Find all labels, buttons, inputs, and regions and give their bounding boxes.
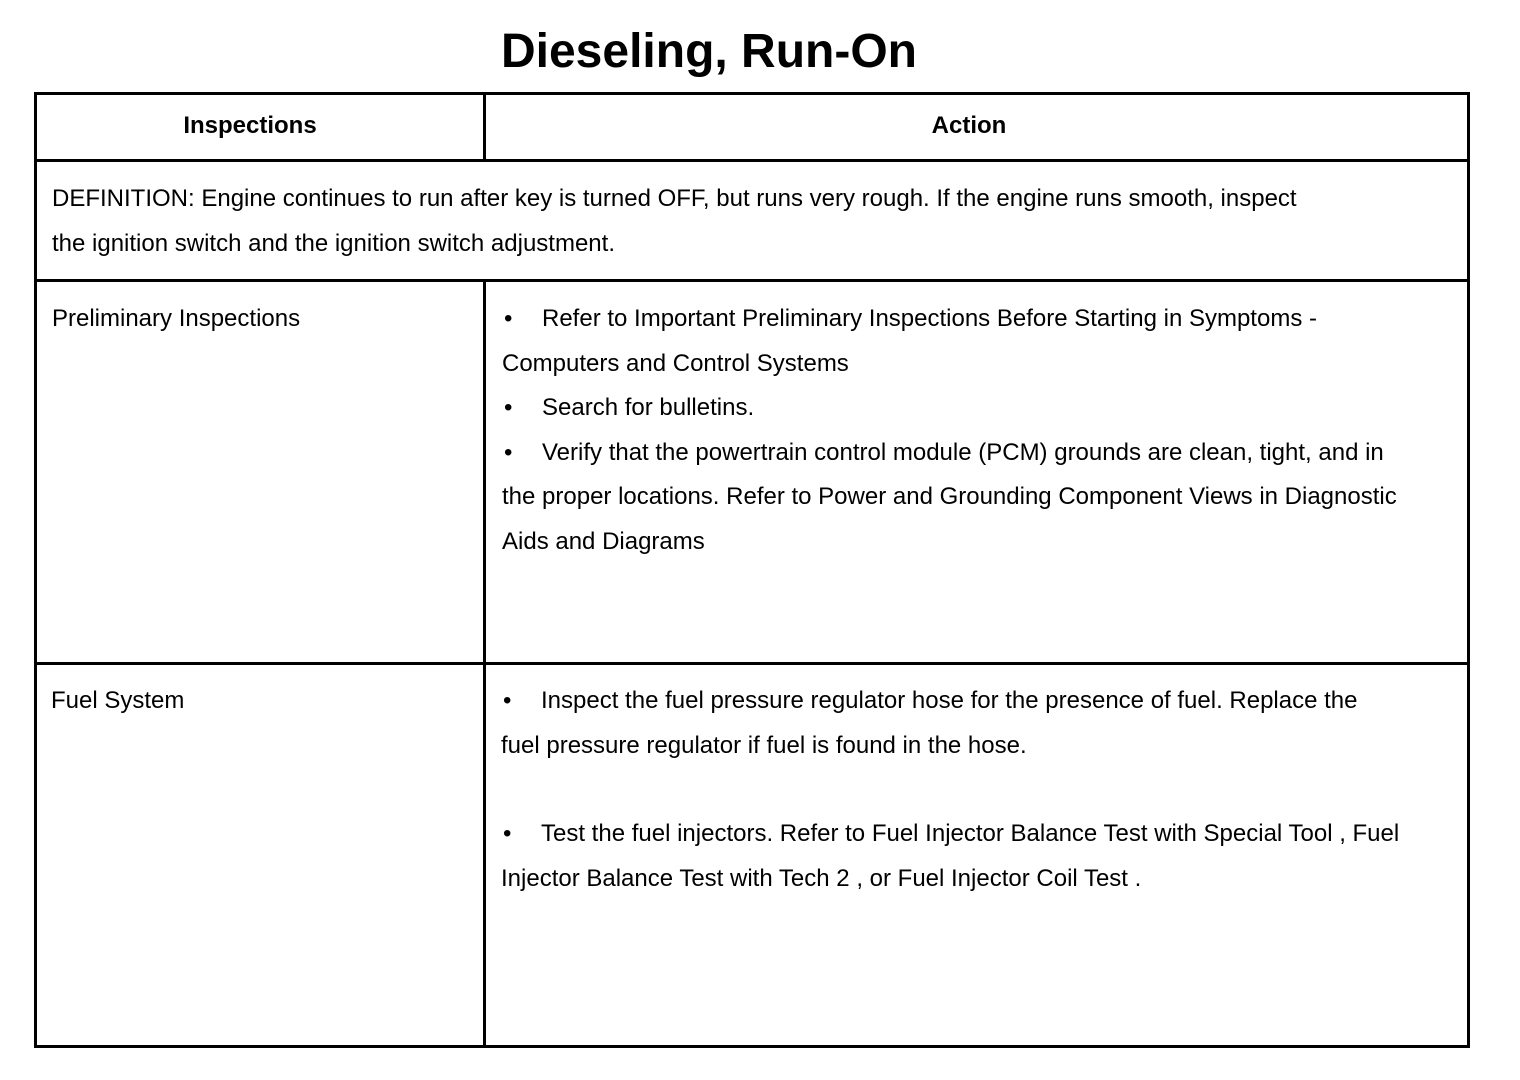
list-item xyxy=(502,431,1402,565)
bullet-icon: • xyxy=(504,305,513,332)
definition-text: DEFINITION: Engine continues to run after key is turned OFF, but runs very rough. If the engine runs smooth, inspect the ignition switch and the ignition switch adjustment. xyxy=(52,185,1297,257)
inspection-preliminary: Preliminary Inspections xyxy=(52,305,301,332)
table-border-right xyxy=(1467,92,1470,1048)
action-list-preliminary xyxy=(502,297,1402,564)
list-item xyxy=(501,679,1401,768)
action-text: Refer to Important Preliminary Inspections Before Starting in Symptoms - Computers and Control Systems xyxy=(502,305,1317,377)
bullet-icon: • xyxy=(504,394,513,421)
bullet-icon: • xyxy=(503,687,512,714)
action-list-fuel-system xyxy=(501,679,1401,901)
list-item xyxy=(502,297,1402,386)
bullet-icon: • xyxy=(503,820,512,847)
action-text: Verify that the powertrain control module (PCM) grounds are clean, tight, and in the proper locations. Refer to Power and Grounding Component Views in Diagnostic Aids and Diagrams xyxy=(502,438,1397,555)
list-item xyxy=(501,812,1401,901)
inspection-fuel-system: Fuel System xyxy=(51,687,185,714)
bullet-icon: • xyxy=(504,438,513,466)
table-border-left xyxy=(34,92,37,1048)
inspection-table xyxy=(34,92,1470,1048)
action-text: Search for bulletins. xyxy=(542,394,755,421)
row-divider xyxy=(34,662,1470,665)
action-text: Inspect the fuel pressure regulator hose for the presence of fuel. Replace the fuel pressure regulator if fuel is found in the hose. xyxy=(501,687,1358,759)
definition-divider xyxy=(34,279,1470,282)
page-title: Dieseling, Run-On xyxy=(500,25,917,78)
action-text: Test the fuel injectors. Refer to Fuel Injector Balance Test with Special Tool , Fuel Injector Balance Test with Tech 2 , or Fuel Injector Coil Test . xyxy=(501,820,1400,892)
list-item xyxy=(502,386,1402,431)
header-inspections: Inspections xyxy=(183,112,317,139)
column-divider-body xyxy=(483,279,486,1048)
table-border-bottom xyxy=(34,1045,1470,1048)
header-action: Action xyxy=(931,112,1007,139)
